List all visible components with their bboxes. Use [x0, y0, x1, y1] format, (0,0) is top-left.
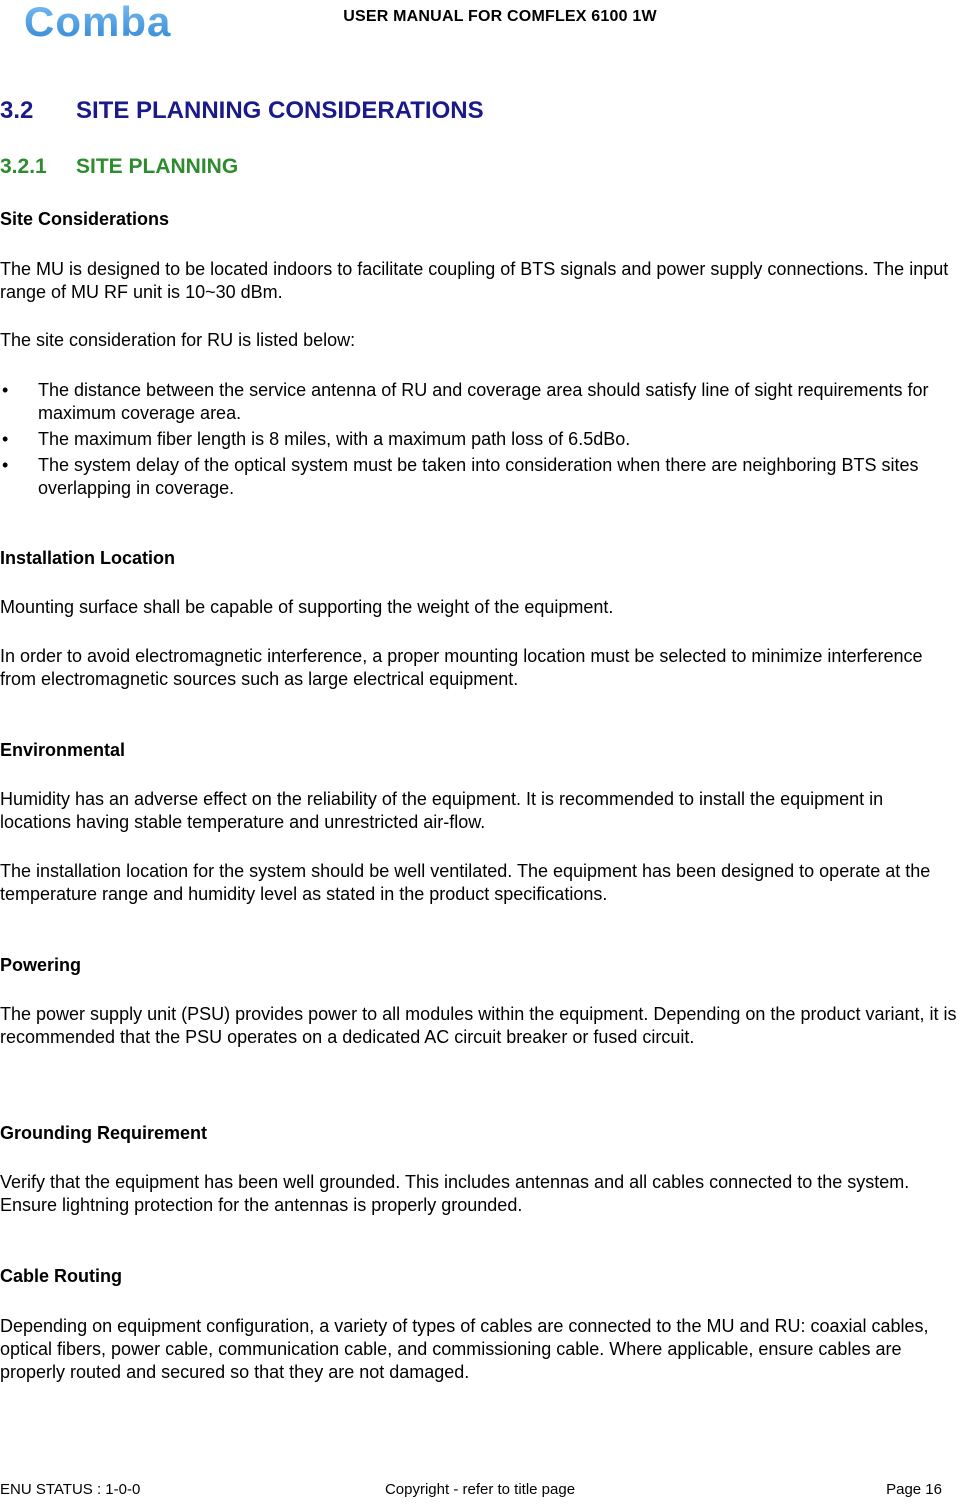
- subsection-number: 3.2.1: [0, 155, 47, 178]
- grounding-heading: Grounding Requirement: [0, 1123, 207, 1143]
- powering-heading: Powering: [0, 955, 82, 975]
- site-considerations-para-2: The site consideration for RU is listed below:: [0, 330, 356, 350]
- section-number: 3.2: [0, 97, 34, 124]
- footer-copyright: Copyright - refer to title page: [384, 1481, 576, 1498]
- list-item: • The maximum fiber length is 8 miles, with a maximum path loss of 6.5dBo.: [0, 428, 960, 451]
- cable-routing-para-1: Depending on equipment configuration, a variety of types of cables are connected to the MU and RU: coaxial cables, optical fibers, power cable, communication cable, and commissioning cable. Where applicable, ensure cables are properly routed and secured so that they are not damaged.: [0, 1316, 929, 1382]
- svg-text:Comba: Comba: [24, 2, 172, 42]
- site-considerations-heading: Site Considerations: [0, 209, 170, 229]
- powering-para-1: The power supply unit (PSU) provides power to all modules within the equipment. Depending on the product variant, it is recommended that the PSU operates on a dedicated AC circuit breaker or fused circuit.: [0, 1004, 957, 1047]
- list-item: • The system delay of the optical system must be taken into consideration when there are neighboring BTS sites overlapping in coverage.: [0, 454, 960, 500]
- environmental-heading: Environmental: [0, 740, 126, 760]
- list-item: • The distance between the service antenna of RU and coverage area should satisfy line of sight requirements for maximum coverage area.: [0, 379, 960, 425]
- installation-location-para-2: In order to avoid electromagnetic interference, a proper mounting location must be selected to minimize interference from electromagnetic sources such as large electrical equipment.: [0, 646, 923, 689]
- section-title: SITE PLANNING CONSIDERATIONS: [76, 97, 484, 124]
- cable-routing-heading: Cable Routing: [0, 1266, 122, 1286]
- site-considerations-list: [0, 379, 960, 503]
- site-considerations-para-1: The MU is designed to be located indoors to facilitate coupling of BTS signals and power supply connections. The input range of MU RF unit is 10~30 dBm.: [0, 259, 949, 302]
- environmental-para-2: The installation location for the system should be well ventilated. The equipment has been designed to operate at the temperature range and humidity level as stated in the product specifications.: [0, 861, 931, 904]
- installation-location-heading: Installation Location: [0, 548, 176, 568]
- installation-location-para-1: Mounting surface shall be capable of supporting the weight of the equipment.: [0, 597, 614, 617]
- section-heading: [0, 97, 484, 125]
- footer-page-number: Page 16: [886, 1481, 942, 1498]
- environmental-para-1: Humidity has an adverse effect on the reliability of the equipment. It is recommended to install the equipment in locations having stable temperature and unrestricted air-flow.: [0, 789, 884, 832]
- subsection-heading: [0, 155, 238, 179]
- document-title: USER MANUAL FOR COMFLEX 6100 1W: [343, 8, 657, 25]
- subsection-title: SITE PLANNING: [76, 155, 239, 178]
- grounding-para-1: Verify that the equipment has been well grounded. This includes antennas and all cables connected to the system. Ensure lightning protection for the antennas is properly grounded.: [0, 1172, 910, 1215]
- footer-status: ENU STATUS : 1-0-0: [0, 1481, 141, 1498]
